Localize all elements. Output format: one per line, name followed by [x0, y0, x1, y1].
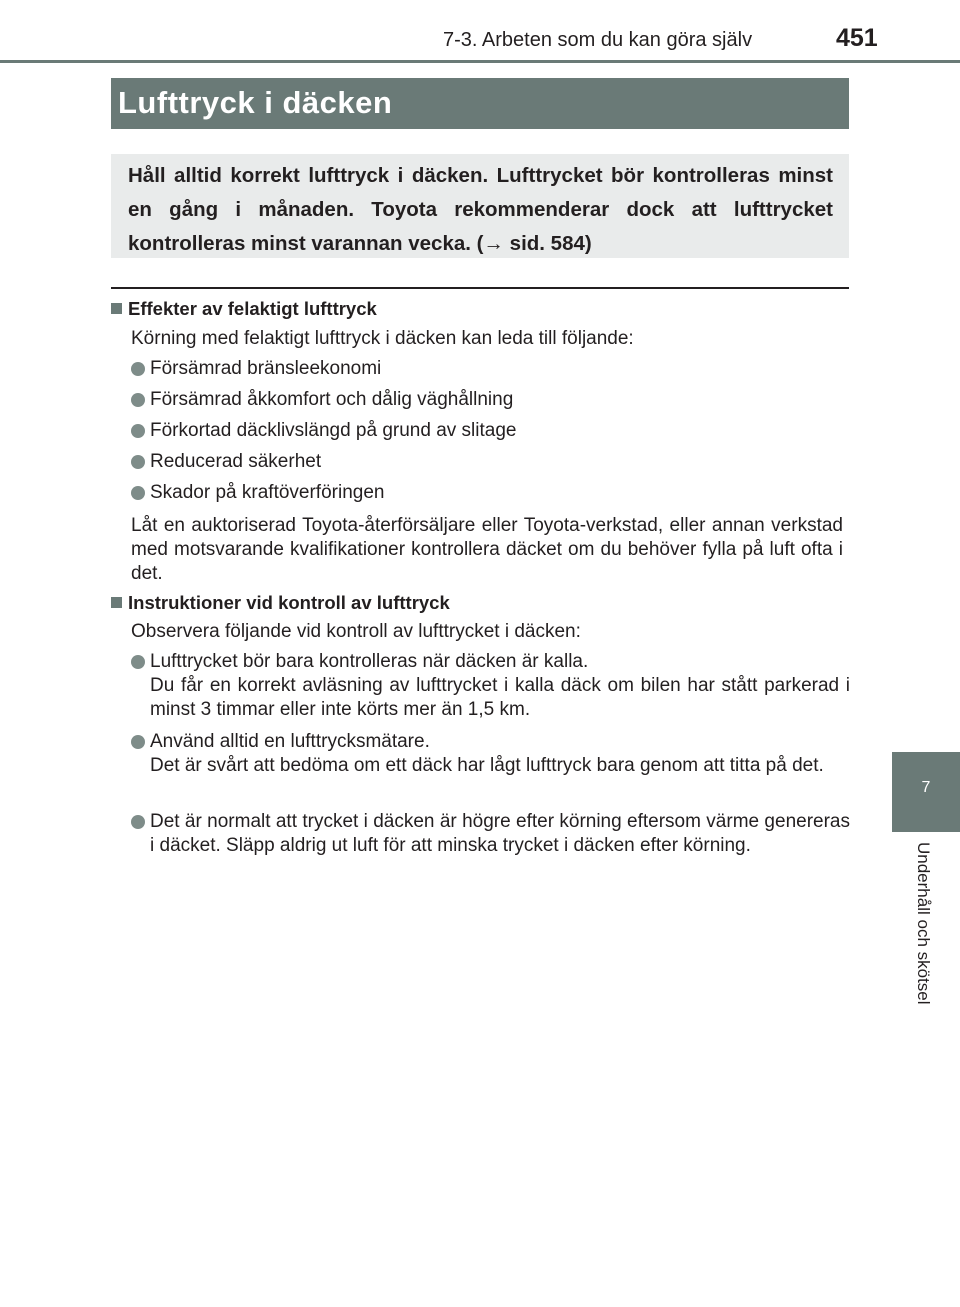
bullet-dot-icon: [131, 362, 145, 376]
page-number: 451: [836, 24, 878, 52]
list-item: Försämrad åkkomfort och dålig väghållning: [131, 388, 851, 412]
list-item: Förkortad däcklivslängd på grund av slitage: [131, 419, 851, 443]
section-lead: Observera följande vid kontroll av lufttrycket i däcken:: [131, 621, 581, 642]
section-closing: Låt en auktoriserad Toyota-återförsäljare eller Toyota-verkstad, eller annan verkstad med motsvarande kvalifikationer kontrollera däcket om du behöver fylla på luft ofta i det.: [131, 515, 843, 584]
bullet-dot-icon: [131, 424, 145, 438]
section-heading: Instruktioner vid kontroll av lufttryck: [111, 592, 450, 614]
chapter-number: 7: [921, 779, 931, 796]
section-heading: Effekter av felaktigt lufttryck: [111, 298, 377, 320]
list-item: Försämrad bränsleekonomi: [131, 357, 851, 381]
bullet-dot-icon: [131, 486, 145, 500]
section-lead: Körning med felaktigt lufttryck i däcken kan leda till följande:: [131, 328, 634, 349]
list-item: Reducerad säkerhet: [131, 450, 851, 474]
square-bullet-icon: [111, 597, 122, 608]
bullet-dot-icon: [131, 735, 145, 749]
running-header-section: 7-3. Arbeten som du kan göra själv: [443, 29, 753, 51]
bullet-dot-icon: [131, 655, 145, 669]
section-divider: [111, 287, 849, 289]
bullet-dot-icon: [131, 815, 145, 829]
chapter-label: Underhåll och skötsel: [914, 842, 933, 1005]
bullet-dot-icon: [131, 393, 145, 407]
title-bar: [111, 78, 849, 129]
list-item: Använd alltid en lufttrycksmätare. Det är svårt att bedöma om ett däck har lågt lufttryck bara genom att titta på det.: [131, 730, 851, 805]
chapter-tab: [892, 752, 960, 832]
list-item: Skador på kraftöverföringen: [131, 481, 851, 505]
list-item: Lufttrycket bör bara kontrolleras när däcken är kalla. Du får en korrekt avläsning av lufttrycket i kalla däck om bilen har stått parkerad i minst 3 timmar eller inte körts mer än 1,5 km.: [131, 650, 851, 725]
intro-box: [111, 154, 849, 258]
square-bullet-icon: [111, 303, 122, 314]
bullet-dot-icon: [131, 455, 145, 469]
page-title: Lufttryck i däcken: [118, 85, 393, 120]
intro-text: Håll alltid korrekt lufttryck i däcken. Lufttrycket bör kontrolleras minst en gång i månaden. Toyota rekommenderar dock att lufttrycket kontrolleras minst varannan vecka. (→ sid. 584): [128, 164, 833, 255]
list-item: Det är normalt att trycket i däcken är högre efter körning eftersom värme genereras i däcket. Släpp aldrig ut luft för att minska trycket i däcken efter körning.: [131, 810, 851, 885]
header-rule: [0, 60, 960, 63]
